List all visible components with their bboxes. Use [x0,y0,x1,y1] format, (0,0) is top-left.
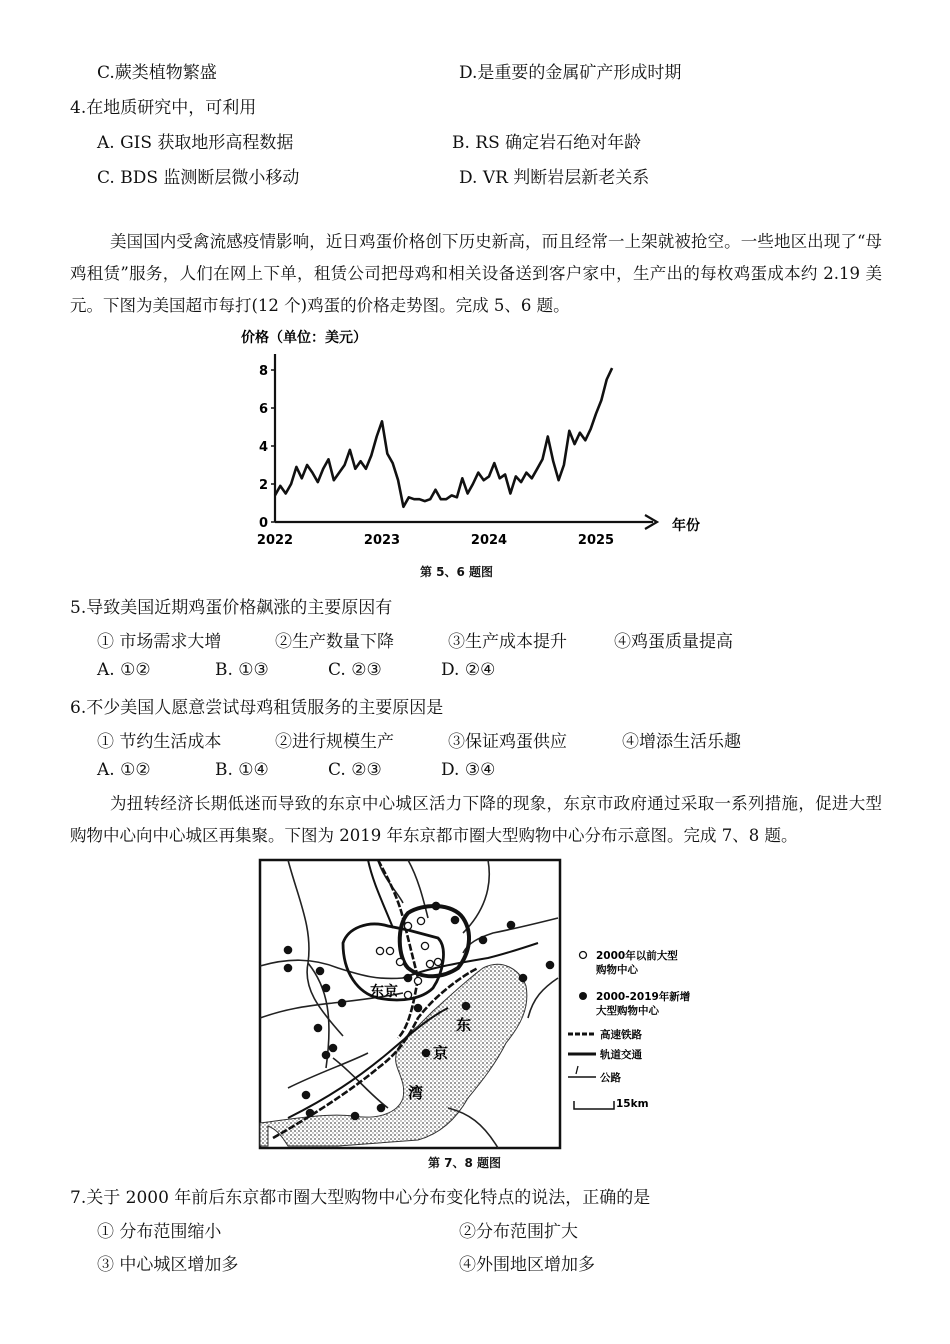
x-tick-label: 2022 [256,533,294,548]
q3-option-c: C.蕨类植物繁盛 [97,63,217,83]
new-mall-marker [351,1112,360,1121]
passage-tokyo-malls: 为扭转经济长期低迷而导致的东京中心城区活力下降的现象，东京市政府通过采取一系列措施，促进大型购物中心向中心城区再集聚。下图为 2019 年东京都市圈大型购物中心分布示意图。完成 7、8 题。 [70,794,882,845]
map-caption: 第 7、8 题图 [428,1156,502,1170]
legend-railway: 高速铁路 [600,1029,642,1041]
q4-option-c: C. BDS 监测断层微小移动 [97,168,300,188]
legend-scale-bar [574,1101,614,1109]
y-tick-label: 6 [259,402,269,417]
tokyo-mall-map [258,858,691,1152]
new-mall-marker [451,916,460,925]
old-mall-marker [404,922,411,929]
new-mall-marker [377,1104,386,1113]
x-tick-label: 2024 [470,533,508,548]
q6-item-4: ④增添生活乐趣 [622,732,741,752]
q4-option-b: B. RS 确定岩石绝对年龄 [452,133,642,153]
price-series-line [275,368,612,507]
new-mall-marker [507,921,516,930]
q3-option-d: D.是重要的金属矿产形成时期 [459,63,682,83]
legend-old-mall-line1: 2000年以前大型 [596,950,678,962]
q7-item-4: ④外围地区增加多 [459,1255,595,1275]
q5-item-3: ③生产成本提升 [448,632,567,652]
bay-char-1: 东 [456,1016,472,1034]
q6-item-3: ③保证鸡蛋供应 [448,732,567,752]
new-mall-marker [338,999,347,1008]
chart-ylabel: 价格（单位：美元） [241,330,367,346]
old-mall-marker [426,960,433,967]
old-mall-marker [376,947,383,954]
q5-item-2: ②生产数量下降 [275,632,394,652]
old-mall-marker [386,947,393,954]
map-legend [568,949,691,1110]
y-tick-label: 0 [259,516,269,531]
q6-choice-c: C. ②③ [328,760,382,780]
bay-char-3: 湾 [408,1084,424,1102]
q5-choice-a: A. ①② [97,660,151,680]
old-mall-marker [404,991,411,998]
legend-new-mall-symbol [579,992,587,1000]
q4-stem: 4.在地质研究中，可利用 [70,98,257,118]
new-mall-marker [404,974,413,983]
new-mall-marker [322,984,331,993]
chart-caption: 第 5、6 题图 [420,565,494,579]
q6-stem: 6.不少美国人愿意尝试母鸡租赁服务的主要原因是 [70,698,444,718]
new-mall-marker [284,946,293,955]
old-mall-marker [434,958,441,965]
new-mall-marker [479,936,488,945]
legend-new-mall-line1: 2000-2019年新增 [596,991,691,1003]
new-mall-marker [314,1024,323,1033]
passage-egg-price: 美国国内受禽流感疫情影响，近日鸡蛋价格创下历史新高，而且经常一上架就被抢空。一些地区出现了“母鸡租赁”服务，人们在网上下单，租赁公司把母鸡和相关设备送到客户家中，生产出的每枚鸡蛋成本约 2.19 美元。下图为美国超市每打(12 个)鸡蛋的价格走势图。完成 5、6 题。 [70,232,882,315]
new-mall-marker [329,1044,338,1053]
y-tick-label: 2 [259,478,269,493]
old-mall-marker [421,942,428,949]
y-tick-label: 4 [259,440,269,455]
egg-price-chart [235,322,715,562]
legend-rail-transit: 轨道交通 [600,1049,642,1061]
old-mall-marker [417,917,424,924]
legend-new-mall-line2: 大型购物中心 [596,1005,659,1017]
q7-item-1: ① 分布范围缩小 [97,1222,222,1242]
new-mall-marker [302,1091,311,1100]
new-mall-marker [422,1049,431,1058]
old-mall-marker [414,977,421,984]
new-mall-marker [432,902,441,911]
q4-option-d: D. VR 判断岩层新老关系 [459,168,650,188]
new-mall-marker [284,964,293,973]
q6-item-1: ① 节约生活成本 [97,732,222,752]
q5-choice-d: D. ②④ [441,660,496,680]
q7-stem: 7.关于 2000 年前后东京都市圈大型购物中心分布变化特点的说法，正确的是 [70,1188,651,1208]
new-mall-marker [306,1109,315,1118]
new-mall-marker [519,974,528,983]
chart-xlabel: 年份 [672,518,700,534]
q4-option-a: A. GIS 获取地形高程数据 [97,133,294,153]
new-mall-marker [414,1004,423,1013]
legend-old-mall-symbol [580,952,587,959]
q7-item-2: ②分布范围扩大 [459,1222,578,1242]
q7-item-3: ③ 中心城区增加多 [97,1255,239,1275]
q5-choice-c: C. ②③ [328,660,382,680]
y-tick-label: 8 [259,364,269,379]
q6-choice-a: A. ①② [97,760,151,780]
q6-item-2: ②进行规模生产 [275,732,394,752]
q5-stem: 5.导致美国近期鸡蛋价格飙涨的主要原因有 [70,598,393,618]
q6-choice-b: B. ①④ [215,760,269,780]
q6-choice-d: D. ③④ [441,760,496,780]
x-tick-label: 2025 [577,533,615,548]
legend-old-mall-line2: 购物中心 [596,964,638,976]
q5-choice-b: B. ①③ [215,660,269,680]
legend-scale: 15km [616,1098,649,1110]
bay-char-2: 京 [433,1044,449,1062]
q5-item-4: ④鸡蛋质量提高 [614,632,733,652]
legend-road: 公路 [600,1072,621,1084]
q5-item-1: ① 市场需求大增 [97,632,222,652]
new-mall-marker [316,967,325,976]
x-tick-label: 2023 [363,533,401,548]
city-label-tokyo: 东京 [370,984,398,1000]
new-mall-marker [546,961,555,970]
new-mall-marker [322,1051,331,1060]
new-mall-marker [462,1002,471,1011]
old-mall-marker [396,958,403,965]
